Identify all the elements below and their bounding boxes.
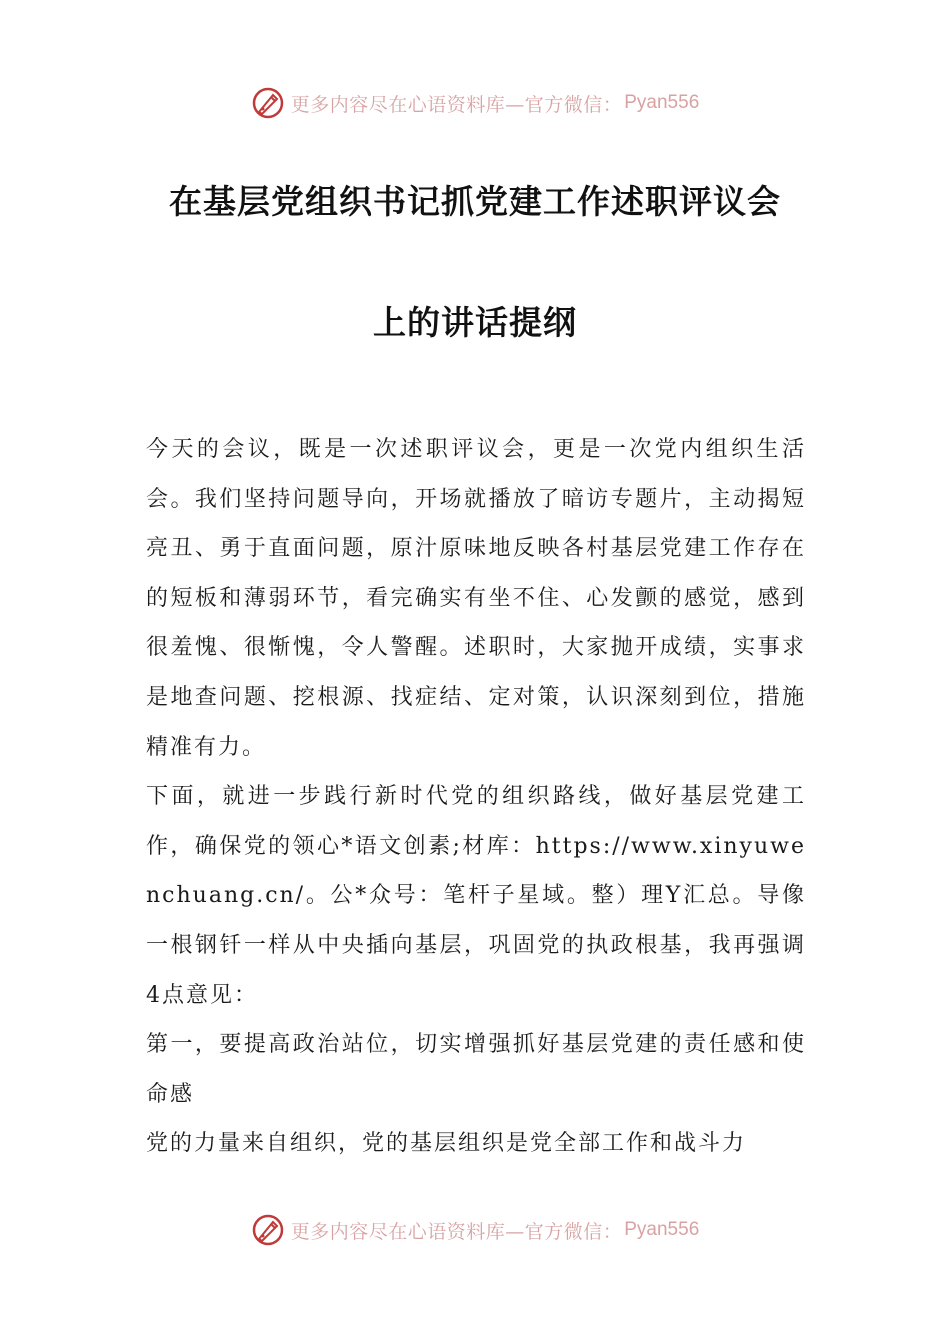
banner-wechat-id: Pyan556 <box>624 1219 700 1240</box>
paragraph-2: 下面，就进一步践行新时代党的组织路线，做好基层党建工作，确保党的领心*语文创素;材库：https://www.xinyuwenchuang.cn/。公*众号：笔杆子星域。整）理Y汇总。导像一根钢钎一样从中央插向基层，巩固党的执政根基，我再强调4点意见： <box>146 784 806 1008</box>
banner-text: 更多内容尽在心语资料库—官方微信： <box>290 1220 623 1243</box>
banner-wechat-id: Pyan556 <box>624 92 700 113</box>
banner-text: 更多内容尽在心语资料库—官方微信： <box>290 93 623 116</box>
document-title-line-1: 在基层党组织书记抓党建工作述职评议会 <box>169 182 781 221</box>
paragraph-1: 今天的会议，既是一次述职评议会，更是一次党内组织生活会。我们坚持问题导向，开场就播放了暗访专题片，主动揭短亮丑、勇于直面问题，原汁原味地反映各村基层党建工作存在的短板和薄弱环节，看完确实有坐不住、心发颤的感觉，感到很羞愧、很惭愧，令人警醒。述职时，大家抛开成绩，实事求是地查问题、挖根源、找症结、定对策，认识深刻到位，措施精准有力。 <box>146 437 806 760</box>
document-body <box>146 425 806 1169</box>
paragraph-3-heading: 第一，要提高政治站位，切实增强抓好基层党建的责任感和使命感 <box>146 1032 806 1107</box>
pen-nib-logo-icon <box>251 1213 285 1247</box>
paragraph-4: 党的力量来自组织，党的基层组织是党全部工作和战斗力 <box>146 1131 747 1157</box>
header-watermark-banner <box>0 83 950 123</box>
footer-watermark-banner <box>0 1210 950 1250</box>
pen-nib-logo-icon <box>251 86 285 120</box>
document-title-line-2: 上的讲话提纲 <box>373 303 577 342</box>
